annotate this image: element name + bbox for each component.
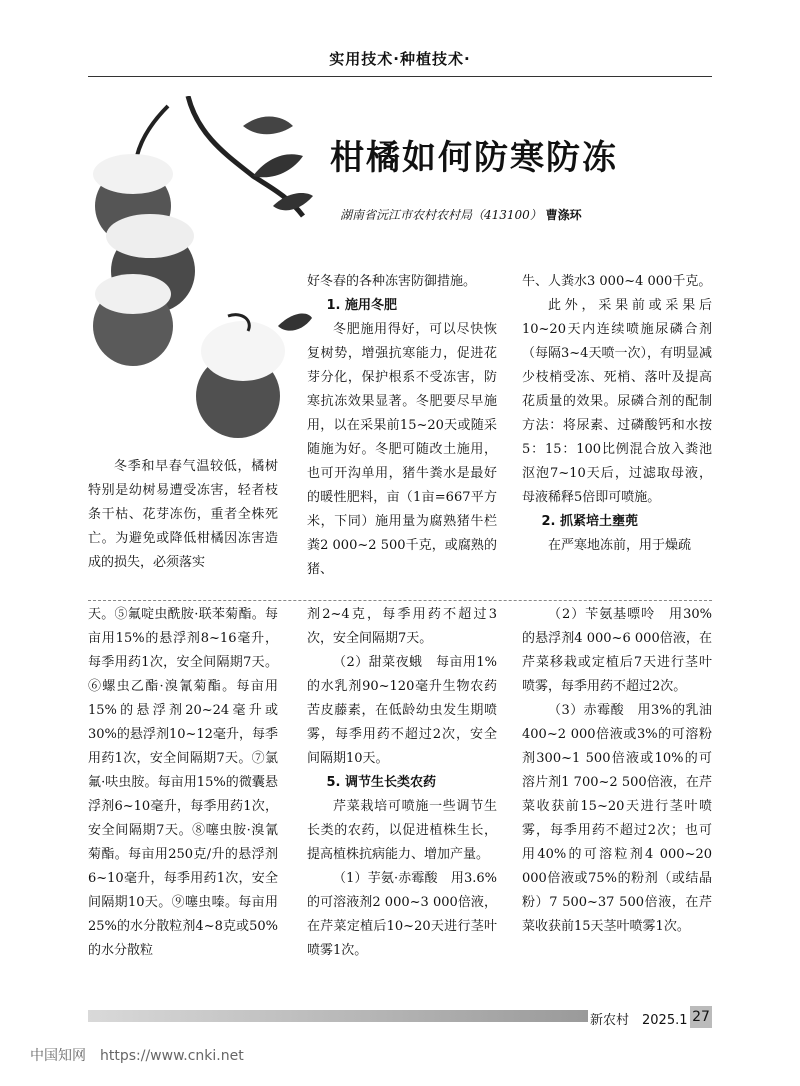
paragraph: （2）苄氨基嘌呤 用30%的悬浮剂4 000~6 000倍液，在芹菜移栽或定植后7天进行茎叶喷雾，每季用药不超过2次。 [522, 607, 712, 694]
article-title: 柑橘如何防寒防冻 [330, 138, 618, 178]
footer-bar [88, 1010, 588, 1022]
magazine-issue: 新农村 2025.1 [590, 1013, 688, 1028]
paragraph: （3）赤霉酸 用3%的乳油400~2 000倍液或3%的可溶粉剂300~1 500倍液或10%的可溶片剂1 700~2 500倍液，在芹菜收获前15~20天进行茎叶喷雾，每季用药不超过2次；也可用40%的可溶粒剂4 000~20 000倍液或75%的粉剂（或结晶粉）7 500~37 500倍液，在芹菜收获前15天茎叶喷雾1次。 [522, 703, 712, 934]
paragraph: 好冬春的各种冻害防御措施。 [307, 274, 477, 289]
paragraph: 此外，采果前或采果后10~20天内连续喷施尿磷合剂（每隔3~4天喷一次），有明显减少枝梢受冻、死梢、落叶及提高花质量的效果。尿磷合剂的配制方法：将尿素、过磷酸钙和水按5：15：100比例混合放入粪池沤泡7~10天后，过滤取母液，母液稀释5倍即可喷施。 [522, 298, 712, 505]
watermark-site: 中国知网 [30, 1048, 86, 1064]
paragraph: 天。⑤氟啶虫酰胺·联苯菊酯。每亩用15%的悬浮剂8~16毫升，每季用药1次，安全间隔期7天。⑥螺虫乙酯·溴氰菊酯。每亩用15%的悬浮剂20~24毫升或30%的悬浮剂10~12毫升，每季用药1次，安全间隔期7天。⑦氯氟·呋虫胺。每亩用15%的微囊悬浮剂6~10毫升，每季用药1次，安全间隔期7天。⑧噻虫胺·溴氰菊酯。每亩用250克/升的悬浮剂6~10毫升，每季用药1次，安全间隔期10天。⑨噻虫嗪。每亩用25%的水分散粒剂4~8克或50%的水分散粒 [88, 607, 278, 958]
paragraph: （2）甜菜夜蛾 每亩用1%的水乳剂90~120毫升生物农药苦皮藤素，在低龄幼虫发生期喷雾，每季用药不超过2次，安全间隔期10天。 [307, 655, 497, 766]
byline [340, 206, 700, 223]
paragraph: 剂2~4克，每季用药不超过3次，安全间隔期7天。 [307, 607, 497, 646]
watermark [30, 1045, 244, 1065]
author-affiliation: 湖南省沅江市农村农村局（413100） [340, 208, 542, 222]
column-1-top [88, 455, 278, 575]
page-number: 27 [690, 1006, 712, 1028]
paragraph: 芹菜栽培可喷施一些调节生长类的农药，以促进植株生长，提高植株抗病能力、增加产量。 [307, 799, 497, 862]
paragraph: 在严寒地冻前，用于燥疏 [548, 538, 692, 553]
section-heading: 1. 施用冬肥 [326, 298, 398, 313]
column-2-top [307, 270, 497, 582]
paragraph: （1）芋氨·赤霉酸 用3.6%的可溶液剂2 000~3 000倍液，在芹菜定植后10~20天进行茎叶喷雾1次。 [307, 871, 497, 958]
article-divider [88, 600, 712, 601]
citrus-snow-photo [88, 96, 313, 446]
column-3-top [522, 270, 712, 558]
author-name: 曹涤环 [545, 208, 582, 222]
section-heading: 5. 调节生长类农药 [326, 775, 437, 790]
column-3-bottom [522, 603, 712, 939]
column-2-bottom [307, 603, 497, 963]
section-header: 实用技术·种植技术· [329, 50, 471, 68]
watermark-url[interactable]: https://www.cnki.net [100, 1048, 244, 1064]
paragraph: 牛、人粪水3 000~4 000千克。 [522, 274, 712, 289]
header-rule [88, 76, 712, 77]
column-1-bottom [88, 603, 278, 963]
section-heading: 2. 抓紧培土壅蔸 [541, 514, 639, 529]
paragraph: 冬肥施用得好，可以尽快恢复树势，增强抗寒能力，促进花芽分化，保护根系不受冻害，防寒抗冻效果显著。冬肥要尽早施用，以在采果前15~20天或随采随施为好。冬肥可随改土施用，也可开沟单用，猪牛粪水是最好的暖性肥料，亩（1亩=667平方米，下同）施用量为腐熟猪牛栏粪2 000~2 500千克，或腐熟的猪、 [307, 322, 497, 577]
paragraph: 冬季和早春气温较低，橘树特别是幼树易遭受冻害，轻者枝条干枯、花芽冻伤，重者全株死亡。为避免或降低柑橘因冻害造成的损失，必须落实 [88, 459, 278, 570]
